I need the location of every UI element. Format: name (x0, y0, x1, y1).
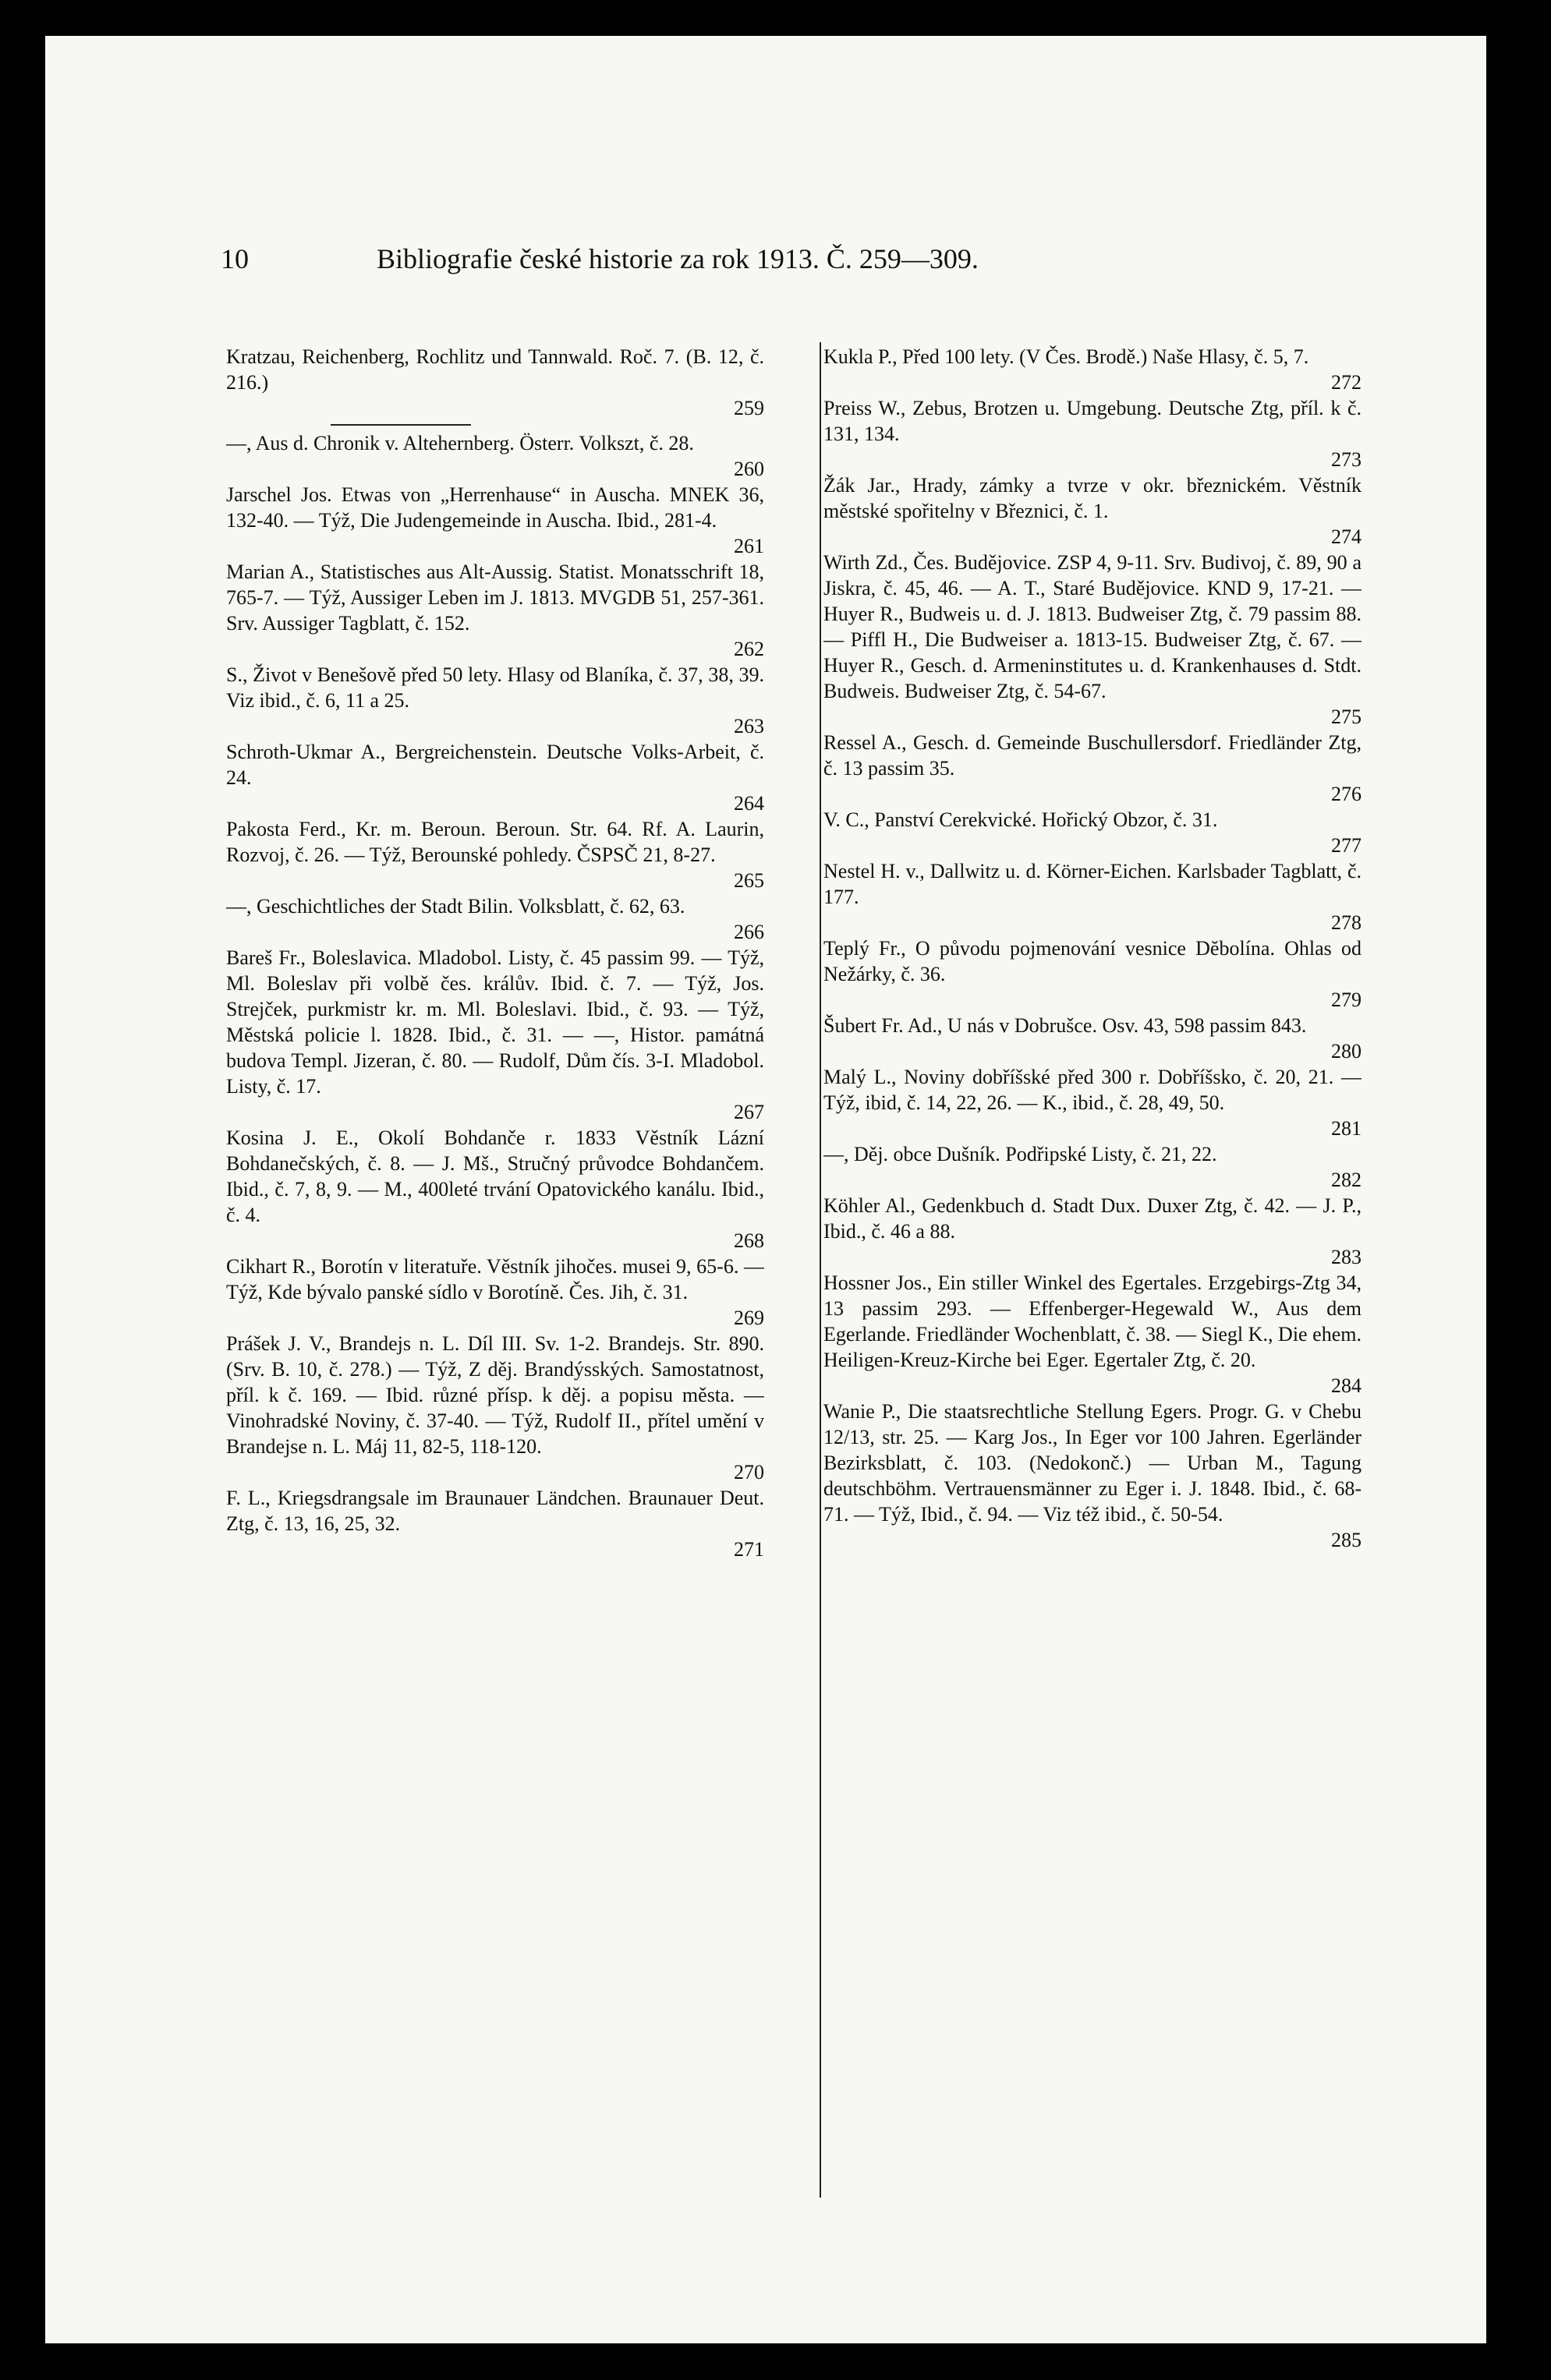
bib-entry: Bareš Fr., Boleslavica. Mladobol. Listy, č. 45 passim 99. — Týž, Ml. Boleslav při volbě čes. králův. Ibid. č. 7. — Týž, Jos. Strejček, purkmistr kr. m. Ml. Boleslavi. Ibid., č. 93. — Týž, Městská policie l. 1828. Ibid., č. 31. — —, Histor. památná budova Templ. Jizeran, č. 80. — Rudolf, Dům čís. 3-I. Mladobol. Listy, č. 17. 267 (226, 946, 764, 1123)
entry-number: 262 (734, 638, 764, 660)
entry-number: 271 (734, 1538, 764, 1561)
bib-entry: Wanie P., Die staatsrechtliche Stellung Egers. Progr. G. v Chebu 12/13, str. 25. — Karg Jos., In Eger vor 100 Jahren. Egerländer Bezirksblatt, č. 103. (Nedokonč.) — Urban M., Tagung deutschböhm. Vertrauensmänner zu Eger i. J. 1848. Ibid., č. 68-71. — Týž, Ibid., č. 94. — Viz též ibid., č. 50-54. 285 (823, 1400, 1362, 1551)
entry-number: 268 (734, 1229, 764, 1252)
bib-entry: F. L., Kriegsdrangsale im Braunauer Ländchen. Braunauer Deut. Ztg, č. 13, 16, 25, 32. 271 (226, 1487, 764, 1561)
bib-entry: V. C., Panství Cerekvické. Hořický Obzor, č. 31. 277 (823, 808, 1362, 857)
entry-number: 283 (1331, 1246, 1362, 1268)
bib-entry: Jarschel Jos. Etwas von „Herrenhause“ in Auscha. MNEK 36, 132-40. — Týž, Die Judengemeinde in Auscha. Ibid., 281-4. 261 (226, 483, 764, 557)
bib-entry: Ressel A., Gesch. d. Gemeinde Buschullersdorf. Friedländer Ztg, č. 13 passim 35. 276 (823, 731, 1362, 805)
entry-number: 282 (1331, 1169, 1362, 1191)
entry-number: 260 (734, 458, 764, 480)
entry-number: 267 (734, 1101, 764, 1123)
entry-number: 261 (734, 535, 764, 557)
bib-entry: Köhler Al., Gedenkbuch d. Stadt Dux. Duxer Ztg, č. 42. — J. P., Ibid., č. 46 a 88. 283 (823, 1194, 1362, 1268)
entry-number: 277 (1331, 834, 1362, 857)
right-column (823, 344, 1362, 2199)
page-header (221, 242, 1344, 297)
bib-entry: Kosina J. E., Okolí Bohdanče r. 1833 Věstník Lázní Bohdanečských, č. 8. — J. Mš., Stručný průvodce Bohdančem. Ibid., č. 7, 8, 9. — M., 400leté trvání Opatovického kanálu. Ibid., č. 4. 268 (226, 1126, 764, 1252)
bib-entry: Preiss W., Zebus, Brotzen u. Umgebung. Deutsche Ztg, příl. k č. 131, 134. 273 (823, 397, 1362, 471)
entry-number: 281 (1331, 1117, 1362, 1140)
entry-number: 276 (1331, 783, 1362, 805)
entry-number: 263 (734, 715, 764, 737)
bib-entry: Cikhart R., Borotín v literatuře. Věstník jihočes. musei 9, 65-6. — Týž, Kde bývalo panské sídlo v Borotíně. Čes. Jih, č. 31. 269 (226, 1255, 764, 1329)
entry-number: 265 (734, 869, 764, 892)
entry-number: 275 (1331, 706, 1362, 728)
entry-number: 269 (734, 1307, 764, 1329)
bib-entry: Hossner Jos., Ein stiller Winkel des Egertales. Erzgebirgs-Ztg 34, 13 passim 293. — Effenberger-Hegewald W., Aus dem Egerlande. Friedländer Wochenblatt, č. 38. — Siegl K., Die ehem. Heiligen-Kreuz-Kirche bei Eger. Egertaler Ztg, č. 20. 284 (823, 1271, 1362, 1397)
entry-number: 285 (1331, 1529, 1362, 1551)
bib-entry: Teplý Fr., O původu pojmenování vesnice Dĕbolína. Ohlas od Nežárky, č. 36. 279 (823, 937, 1362, 1011)
bib-entry: Šubert Fr. Ad., U nás v Dobrušce. Osv. 43, 598 passim 843. 280 (823, 1014, 1362, 1063)
entry-number: 278 (1331, 911, 1362, 934)
scanned-page (45, 36, 1486, 2343)
bib-entry: Marian A., Statistisches aus Alt-Aussig. Statist. Monatsschrift 18, 765-7. — Týž, Aussiger Leben im J. 1813. MVGDB 51, 257-361. Srv. Aussiger Tagblatt, č. 152. 262 (226, 561, 764, 660)
entry-number: 264 (734, 792, 764, 815)
bib-entry: S., Život v Benešově před 50 lety. Hlasy od Blaníka, č. 37, 38, 39. Viz ibid., č. 6, 11 a 25. 263 (226, 663, 764, 737)
bib-entry: —, Aus d. Chronik v. Altehernberg. Österr. Volkszt, č. 28. 260 (226, 432, 764, 480)
bib-entry: Žák Jar., Hrady, zámky a tvrze v okr. březnickém. Věstník městské spořitelny v Březnici, č. 1. 274 (823, 474, 1362, 548)
bib-entry: —, Děj. obce Dušník. Podřipské Listy, č. 21, 22. 282 (823, 1143, 1362, 1191)
column-divider (820, 342, 821, 2198)
bib-entry: Prášek J. V., Brandejs n. L. Díl III. Sv. 1-2. Brandejs. Str. 890. (Srv. B. 10, č. 278.) — Týž, Z děj. Brandýsských. Samostatnost, příl. k č. 169. — Ibid. různé přísp. k děj. a popisu města. — Vinohradské Noviny, č. 37-40. — Týž, Rudolf II., přítel umění v Brandejse n. L. Máj 11, 82-5, 118-120. 270 (226, 1332, 764, 1484)
entry-number: 259 (734, 397, 764, 419)
bib-entry: Kratzau, Reichenberg, Rochlitz und Tannwald. Roč. 7. (B. 12, č. 216.) 259 (226, 345, 764, 419)
entry-number: 274 (1331, 525, 1362, 548)
entry-number: 272 (1331, 371, 1362, 394)
page-number: 10 (221, 243, 249, 274)
entry-number: 279 (1331, 988, 1362, 1011)
entry-number: 280 (1331, 1040, 1362, 1063)
bib-entry: Malý L., Noviny dobříšské před 300 r. Dobříšsko, č. 20, 21. — Týž, ibid, č. 14, 22, 26. — K., ibid., č. 28, 49, 50. 281 (823, 1066, 1362, 1140)
entry-number: 273 (1331, 448, 1362, 471)
page-title: Bibliografie české historie za rok 1913. Č. 259—309. (377, 243, 979, 274)
bib-entry: Nestel H. v., Dallwitz u. d. Körner-Eichen. Karlsbader Tagblatt, č. 177. 278 (823, 860, 1362, 934)
bib-entry: Pakosta Ferd., Kr. m. Beroun. Beroun. Str. 64. Rf. A. Laurin, Rozvoj, č. 26. — Týž, Berounské pohledy. ČSPSČ 21, 8-27. 265 (226, 818, 764, 892)
bib-entry: Kukla P., Před 100 lety. (V Čes. Brodě.) Naše Hlasy, č. 5, 7. 272 (823, 345, 1362, 394)
left-column (226, 344, 764, 2199)
bib-entry: —, Geschichtliches der Stadt Bilin. Volksblatt, č. 62, 63. 266 (226, 895, 764, 943)
bib-entry: Schroth-Ukmar A., Bergreichenstein. Deutsche Volks-Arbeit, č. 24. 264 (226, 741, 764, 815)
entry-number: 270 (734, 1461, 764, 1484)
entry-number: 266 (734, 921, 764, 943)
separator-line (331, 424, 471, 426)
bib-entry: Wirth Zd., Čes. Budějovice. ZSP 4, 9-11. Srv. Budivoj, č. 89, 90 a Jiskra, č. 45, 46. — A. T., Staré Budějovice. KND 9, 17-21. — Huyer R., Budweis u. d. J. 1813. Budweiser Ztg, č. 79 passim 88. — Piffl H., Die Budweiser a. 1813-15. Budweiser Ztg, č. 67. — Huyer R., Gesch. d. Armeninstitutes u. d. Krankenhauses d. Stdt. Budweis. Budweiser Ztg, č. 54-67. 275 (823, 551, 1362, 728)
entry-number: 284 (1331, 1374, 1362, 1397)
